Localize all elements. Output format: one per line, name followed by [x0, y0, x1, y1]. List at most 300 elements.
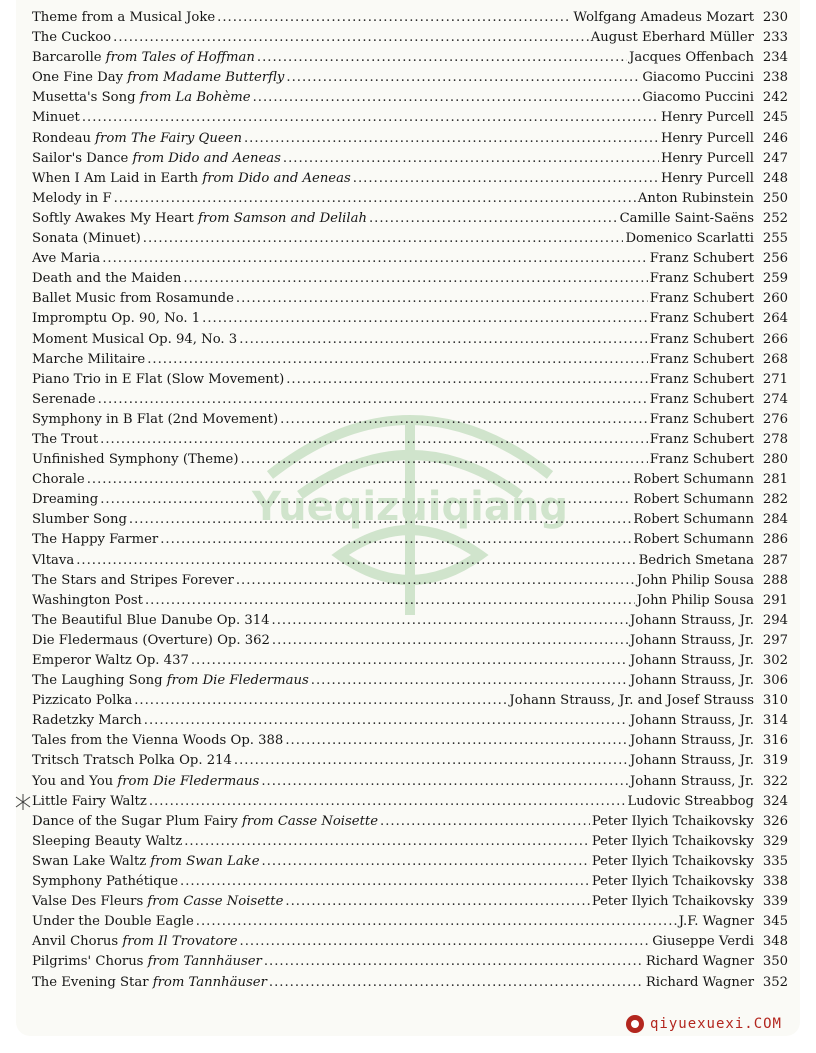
dot-leader — [369, 211, 618, 226]
entry-title-text: Rondeau — [32, 130, 96, 146]
entry-title — [32, 30, 111, 45]
entry-composer: Franz Schubert — [649, 331, 754, 347]
entry-composer: Johann Strauss, Jr. — [629, 673, 754, 689]
entry-composer: Franz Schubert — [649, 291, 754, 307]
toc-entry — [32, 291, 788, 311]
entry-composer: Jacques Offenbach — [629, 50, 754, 66]
dot-leader — [98, 392, 648, 407]
entry-title — [32, 774, 259, 789]
entry-page-number: 329 — [762, 833, 788, 849]
entry-title-text: Swan Lake Waltz — [32, 853, 151, 869]
entry-title-text: Washington Post — [32, 592, 143, 608]
entry-title-text: The Happy Farmer — [32, 532, 159, 548]
entry-title — [32, 392, 96, 407]
entry-title-text: Little Fairy Waltz — [32, 793, 147, 809]
entry-composer: Peter Ilyich Tchaikovsky — [591, 894, 754, 910]
dot-leader — [286, 372, 648, 387]
toc-entry — [32, 553, 788, 573]
entry-composer: Henry Purcell — [660, 150, 754, 166]
dot-leader — [262, 854, 590, 869]
entry-title — [32, 794, 147, 809]
entry-page-number: 345 — [762, 914, 788, 930]
dot-leader — [100, 432, 648, 447]
entry-page-number: 245 — [762, 110, 788, 126]
dot-leader — [269, 975, 644, 990]
entry-page-number: 250 — [762, 190, 788, 206]
entry-page-number: 274 — [762, 391, 788, 407]
entry-title-text: Melody in F — [32, 190, 112, 206]
toc-entry — [32, 753, 788, 773]
entry-composer: Giuseppe Verdi — [652, 934, 754, 950]
entry-title — [32, 512, 127, 527]
entry-page-number: 294 — [762, 612, 788, 628]
entry-title — [32, 251, 100, 266]
entry-title — [32, 332, 237, 347]
entry-composer: Henry Purcell — [660, 170, 754, 186]
entry-title — [32, 753, 232, 768]
entry-title-text: Theme from a Musical Joke — [32, 10, 216, 25]
entry-title-text: Dreaming — [32, 492, 99, 508]
toc-entry — [32, 713, 788, 733]
toc-entry — [32, 110, 788, 130]
entry-composer: Johann Strauss, Jr. — [629, 773, 754, 789]
entry-page-number: 248 — [762, 170, 788, 186]
entry-title — [32, 814, 378, 829]
dot-leader — [102, 251, 648, 266]
entry-title — [32, 713, 142, 728]
entry-title-text: Unfinished Symphony (Theme) — [32, 452, 239, 468]
entry-source: from Casse Noisette — [242, 813, 378, 829]
entry-title-text: The Evening Star — [32, 974, 153, 990]
watermark-text: Yueqizuiqiang — [252, 484, 568, 530]
entry-page-number: 291 — [762, 592, 788, 608]
toc-entry — [32, 211, 788, 231]
entry-title-text: Minuet — [32, 110, 80, 126]
entry-composer: Johann Strauss, Jr. — [629, 713, 754, 729]
dot-leader — [280, 412, 648, 427]
entry-title — [32, 573, 234, 588]
entry-composer: Henry Purcell — [660, 110, 754, 126]
entry-title — [32, 532, 158, 547]
entry-title — [32, 834, 182, 849]
dot-leader — [191, 653, 628, 668]
dot-leader — [184, 834, 590, 849]
entry-title — [32, 733, 283, 748]
entry-title-text: Dance of the Sugar Plum Fairy — [32, 813, 243, 829]
site-url: qiyuexuexi.COM — [649, 1016, 782, 1032]
entry-title — [32, 50, 255, 65]
toc-entry — [32, 251, 788, 271]
dot-leader — [129, 512, 631, 527]
entry-title — [32, 613, 270, 628]
entry-title — [32, 874, 178, 889]
dot-leader — [217, 10, 571, 25]
entry-title — [32, 553, 74, 568]
entry-composer: Domenico Scarlatti — [625, 231, 754, 247]
entry-title-text: Piano Trio in E Flat (Slow Movement) — [32, 371, 285, 387]
toc-entry — [32, 874, 788, 894]
toc-entry — [32, 633, 788, 653]
entry-source: from Il Trovatore — [122, 934, 238, 950]
entry-title — [32, 412, 278, 427]
entry-page-number: 246 — [762, 130, 788, 146]
dot-leader — [239, 332, 648, 347]
toc-entry — [32, 171, 788, 191]
toc-entry — [32, 653, 788, 673]
dot-leader — [272, 613, 628, 628]
entry-title-text: Anvil Chorus — [32, 934, 123, 950]
entry-title-text: You and You — [32, 773, 118, 789]
entry-composer: Peter Ilyich Tchaikovsky — [591, 853, 754, 869]
entry-title — [32, 633, 270, 648]
entry-page-number: 256 — [762, 251, 788, 267]
site-watermark — [626, 1015, 782, 1033]
entry-title-text: Symphony Pathétique — [32, 874, 178, 890]
entry-source: from Tales of Hoffman — [105, 50, 255, 66]
entry-composer: Johann Strauss, Jr. — [629, 653, 754, 668]
entry-page-number: 302 — [762, 653, 788, 668]
entry-page-number: 260 — [762, 291, 788, 307]
toc-entry — [32, 50, 788, 70]
dot-leader — [311, 673, 628, 688]
entry-source: from La Bohème — [139, 90, 251, 106]
entry-page-number: 335 — [762, 853, 788, 869]
entry-composer: Giacomo Puccini — [642, 90, 754, 106]
entry-page-number: 306 — [762, 673, 788, 689]
toc-entry — [32, 593, 788, 613]
toc-entry — [32, 573, 788, 593]
entry-title — [32, 954, 262, 969]
entry-composer: Franz Schubert — [649, 391, 754, 407]
entry-composer: Peter Ilyich Tchaikovsky — [591, 833, 754, 849]
entry-composer: Robert Schumann — [633, 472, 754, 488]
entry-page-number: 276 — [762, 411, 788, 427]
dot-leader — [134, 693, 507, 708]
site-logo-icon — [626, 1015, 644, 1033]
toc-entry — [32, 894, 788, 914]
entry-composer: John Philip Sousa — [636, 592, 754, 608]
toc-entry — [32, 492, 788, 512]
entry-title-text: Tritsch Tratsch Polka Op. 214 — [32, 753, 232, 769]
asterisk-icon — [14, 793, 32, 811]
entry-composer: Robert Schumann — [633, 512, 754, 528]
entry-page-number: 233 — [762, 30, 788, 46]
entry-page-number: 281 — [762, 472, 788, 488]
entry-title-text: Impromptu Op. 90, No. 1 — [32, 311, 201, 327]
entry-title — [32, 151, 281, 166]
entry-title — [32, 854, 260, 869]
dot-leader — [285, 894, 589, 909]
dot-leader — [100, 492, 631, 507]
entry-page-number: 280 — [762, 452, 788, 468]
dot-leader — [240, 934, 651, 949]
entry-page-number: 339 — [762, 894, 788, 910]
entry-page-number: 288 — [762, 572, 788, 588]
entry-page-number: 286 — [762, 532, 788, 548]
entry-page-number: 322 — [762, 773, 788, 789]
toc-entry — [32, 151, 788, 171]
entry-title — [32, 90, 251, 105]
dot-leader — [180, 874, 590, 889]
entry-composer: Franz Schubert — [649, 411, 754, 427]
toc-entry — [32, 934, 788, 954]
entry-page-number: 352 — [762, 974, 788, 990]
entry-composer: J.F. Wagner — [678, 914, 754, 930]
entry-title — [32, 975, 267, 990]
entry-title-text: The Cuckoo — [32, 30, 112, 46]
entry-source: from Dido and Aeneas — [132, 150, 281, 166]
entry-title-text: Sonata (Minuet) — [32, 231, 141, 247]
toc-entry — [32, 70, 788, 90]
entry-title-text: Radetzky March — [32, 713, 142, 729]
entry-page-number: 278 — [762, 431, 788, 447]
entry-title-text: Vltava — [32, 552, 75, 568]
entry-title-text: Chorale — [32, 472, 85, 488]
entry-title-text: Under the Double Eagle — [32, 914, 194, 930]
dot-leader — [143, 231, 624, 246]
entry-title-text: Death and the Maiden — [32, 271, 182, 287]
entry-title — [32, 452, 239, 467]
entry-title-text: The Trout — [32, 431, 99, 447]
entry-composer: Johann Strauss, Jr. — [629, 612, 754, 628]
dot-leader — [202, 311, 648, 326]
entry-composer: Franz Schubert — [649, 371, 754, 387]
toc-entry — [32, 231, 788, 251]
dot-leader — [285, 733, 628, 748]
dot-leader — [160, 532, 631, 547]
entry-source: from Samson and Delilah — [197, 210, 367, 226]
toc-entry — [32, 90, 788, 110]
entry-composer: Franz Schubert — [649, 271, 754, 287]
toc-entry — [32, 412, 788, 432]
entry-title — [32, 472, 85, 487]
toc-entry — [32, 532, 788, 552]
dot-leader — [286, 70, 640, 85]
entry-page-number: 264 — [762, 311, 788, 327]
dot-leader — [244, 131, 659, 146]
toc-entry — [32, 673, 788, 693]
entry-composer: Johann Strauss, Jr. — [629, 733, 754, 749]
entry-page-number: 266 — [762, 331, 788, 347]
dot-leader — [113, 30, 589, 45]
entry-composer: Robert Schumann — [633, 492, 754, 508]
entry-composer: Camille Saint-Saëns — [619, 210, 754, 226]
entry-page-number: 242 — [762, 90, 788, 106]
entry-page-number: 284 — [762, 512, 788, 528]
entry-composer: John Philip Sousa — [636, 572, 754, 588]
entry-title-text: Emperor Waltz Op. 437 — [32, 653, 189, 668]
entry-source: from Die Fledermaus — [117, 773, 260, 789]
entry-composer: Franz Schubert — [649, 452, 754, 468]
entry-page-number: 230 — [762, 10, 788, 25]
entry-composer: Franz Schubert — [649, 251, 754, 267]
entry-composer: Richard Wagner — [645, 974, 754, 990]
entry-title-text: One Fine Day — [32, 70, 128, 86]
entry-title — [32, 492, 98, 507]
entry-title-text: Marche Militaire — [32, 351, 146, 367]
entry-title — [32, 191, 112, 206]
entry-title — [32, 231, 141, 246]
entry-page-number: 268 — [762, 351, 788, 367]
toc-entry — [32, 392, 788, 412]
dot-leader — [144, 713, 628, 728]
entry-page-number: 247 — [762, 150, 788, 166]
toc-entry — [32, 10, 788, 30]
entry-title — [32, 352, 145, 367]
entry-composer: Anton Rubinstein — [637, 190, 754, 206]
entry-title-text: Valse Des Fleurs — [32, 894, 148, 910]
toc-entry — [32, 693, 788, 713]
entry-page-number: 324 — [762, 793, 788, 809]
entry-composer: Ludovic Streabbog — [627, 793, 754, 809]
entry-title — [32, 311, 200, 326]
entry-title — [32, 914, 194, 929]
dot-leader — [241, 452, 648, 467]
dot-leader — [261, 774, 628, 789]
dot-leader — [283, 151, 659, 166]
dot-leader — [380, 814, 590, 829]
toc-entry — [32, 452, 788, 472]
dot-leader — [236, 573, 635, 588]
entry-title — [32, 372, 284, 387]
entry-page-number: 326 — [762, 813, 788, 829]
entry-title-text: The Beautiful Blue Danube Op. 314 — [32, 612, 270, 628]
dot-leader — [147, 352, 648, 367]
entry-title-text: Moment Musical Op. 94, No. 3 — [32, 331, 238, 347]
entry-title-text: The Stars and Stripes Forever — [32, 572, 234, 588]
entry-title-text: Tales from the Vienna Woods Op. 388 — [32, 733, 284, 749]
dot-leader — [236, 291, 648, 306]
entry-composer: Johann Strauss, Jr. — [629, 753, 754, 769]
entry-page-number: 310 — [762, 693, 788, 709]
entry-page-number: 271 — [762, 371, 788, 387]
toc-entry — [32, 432, 788, 452]
entry-title — [32, 70, 284, 85]
toc-entry — [32, 512, 788, 532]
entry-title-text: Ave Maria — [32, 251, 101, 267]
entry-title-text: Slumber Song — [32, 512, 127, 528]
toc-entry — [32, 372, 788, 392]
toc-entry — [32, 472, 788, 492]
toc-entry — [32, 332, 788, 352]
entry-title-text: When I Am Laid in Earth — [32, 170, 203, 186]
toc-entry — [32, 613, 788, 633]
toc-entry — [32, 271, 788, 291]
entry-page-number: 282 — [762, 492, 788, 508]
dot-leader — [183, 271, 647, 286]
entry-composer: Peter Ilyich Tchaikovsky — [591, 874, 754, 890]
toc-entry — [32, 733, 788, 753]
entry-composer: Bedrich Smetana — [638, 552, 754, 568]
toc-entry — [32, 131, 788, 151]
dot-leader — [82, 110, 659, 125]
dot-leader — [196, 914, 677, 929]
entry-composer: Johann Strauss, Jr. — [629, 632, 754, 648]
entry-page-number: 252 — [762, 210, 788, 226]
entry-title-text: Symphony in B Flat (2nd Movement) — [32, 411, 279, 427]
entry-title-text: Serenade — [32, 391, 96, 407]
entry-title — [32, 131, 242, 146]
entry-composer: Franz Schubert — [649, 311, 754, 327]
contents-list — [32, 10, 788, 995]
entry-page-number: 338 — [762, 874, 788, 890]
entry-title-text: Musetta's Song — [32, 90, 140, 106]
toc-entry — [32, 352, 788, 372]
entry-title — [32, 693, 132, 708]
toc-entry — [32, 774, 788, 794]
entry-page-number: 297 — [762, 632, 788, 648]
entry-composer: Robert Schumann — [633, 532, 754, 548]
dot-leader — [264, 954, 644, 969]
entry-title-text: Sleeping Beauty Waltz — [32, 833, 183, 849]
entry-page-number: 255 — [762, 231, 788, 247]
entry-composer: Franz Schubert — [649, 351, 754, 367]
entry-source: from Tannhäuser — [147, 954, 262, 970]
entry-page-number: 350 — [762, 954, 788, 970]
entry-page-number: 287 — [762, 552, 788, 568]
toc-entry — [32, 854, 788, 874]
entry-source: from Swan Lake — [150, 853, 260, 869]
dot-leader — [114, 191, 636, 206]
entry-source: from Casse Noisette — [147, 894, 284, 910]
entry-composer: Johann Strauss, Jr. and Josef Strauss — [509, 693, 754, 709]
entry-title — [32, 934, 238, 949]
entry-title — [32, 894, 283, 909]
toc-entry — [32, 954, 788, 974]
entry-title — [32, 211, 367, 226]
entry-title — [32, 432, 98, 447]
entry-title-text: Softly Awakes My Heart — [32, 210, 198, 226]
entry-title — [32, 673, 309, 688]
entry-composer: Giacomo Puccini — [642, 70, 754, 86]
dot-leader — [353, 171, 659, 186]
entry-composer: Richard Wagner — [645, 954, 754, 970]
entry-source: from Dido and Aeneas — [202, 170, 351, 186]
entry-title — [32, 593, 143, 608]
entry-composer: Peter Ilyich Tchaikovsky — [591, 813, 754, 829]
entry-title-text: The Laughing Song — [32, 673, 167, 689]
entry-title-text: Barcarolle — [32, 50, 106, 66]
dot-leader — [234, 753, 628, 768]
entry-source: from Die Fledermaus — [166, 673, 309, 689]
toc-entry — [32, 814, 788, 834]
toc-entry — [32, 834, 788, 854]
dot-leader — [257, 50, 627, 65]
dot-leader — [87, 472, 632, 487]
entry-title-text: Pilgrims' Chorus — [32, 954, 148, 970]
entry-title — [32, 171, 351, 186]
entry-title — [32, 291, 234, 306]
entry-page-number: 259 — [762, 271, 788, 287]
entry-title-text: Pizzicato Polka — [32, 693, 133, 709]
entry-composer: Wolfgang Amadeus Mozart — [573, 10, 754, 25]
dot-leader — [272, 633, 628, 648]
entry-page-number: 348 — [762, 934, 788, 950]
entry-title — [32, 10, 215, 25]
entry-source: from The Fairy Queen — [95, 130, 242, 146]
dot-leader — [149, 794, 626, 809]
entry-page-number: 314 — [762, 713, 788, 729]
dot-leader — [76, 553, 636, 568]
entry-title-text: Die Fledermaus (Overture) Op. 362 — [32, 632, 270, 648]
entry-source: from Tannhäuser — [152, 974, 267, 990]
toc-entry — [32, 311, 788, 331]
toc-entry — [32, 975, 788, 995]
toc-entry — [32, 914, 788, 934]
entry-source: from Madame Butterfly — [127, 70, 285, 86]
entry-title-text: Ballet Music from Rosamunde — [32, 291, 234, 307]
entry-page-number: 238 — [762, 70, 788, 86]
